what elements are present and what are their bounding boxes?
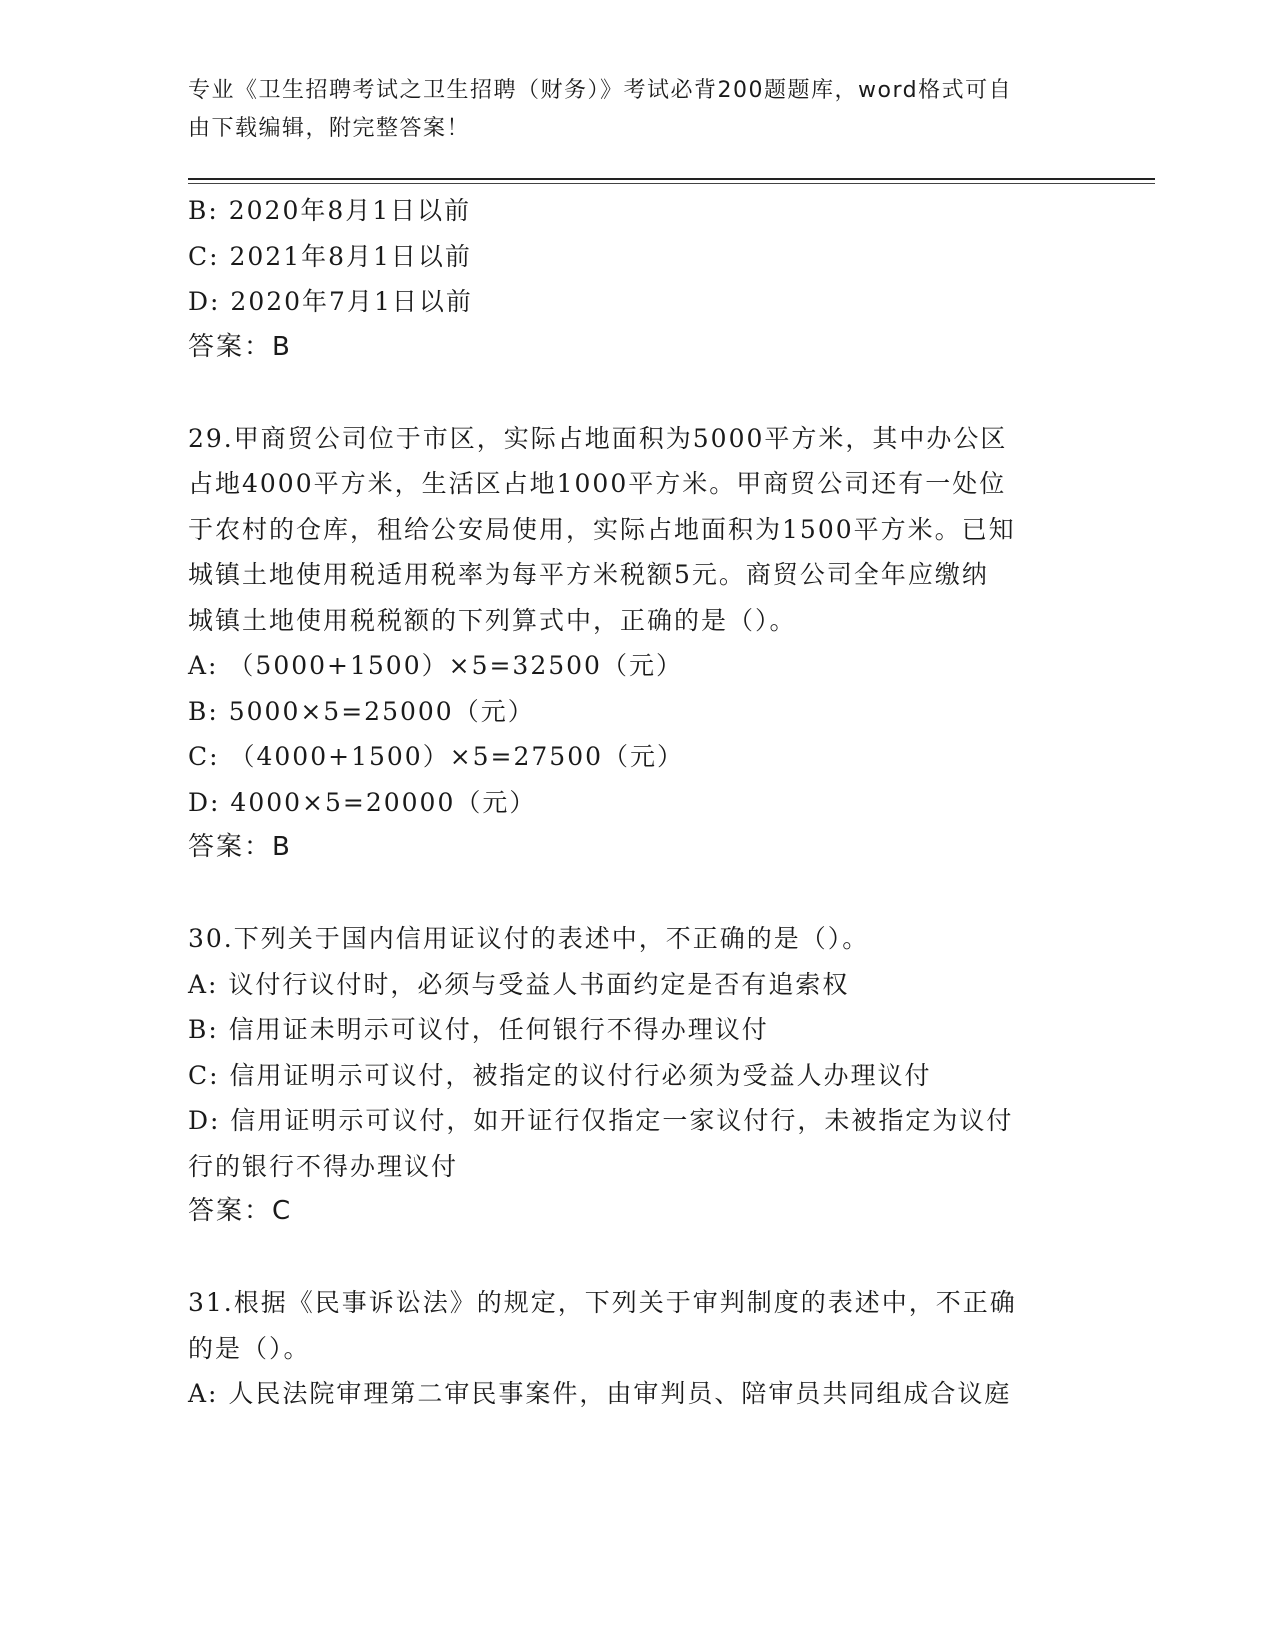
spacer (188, 871, 1068, 917)
question-29 (188, 416, 1068, 871)
option-c: C: 2021年8月1日以前 (188, 241, 472, 271)
option-d: D: 2020年7月1日以前 (188, 287, 473, 316)
question-31 (188, 1280, 1068, 1417)
option-c: C: （4000+1500）×5=27500（元） (188, 742, 685, 771)
question-28 (188, 188, 1068, 370)
option-d-line: D: 信用证明示可议付，如开证行仅指定一家议付行，未被指定为议付 (188, 1106, 1014, 1135)
option-b: B: 信用证未明示可议付，任何银行不得办理议付 (188, 1015, 769, 1044)
option-d-line: 行的银行不得办理议付 (188, 1151, 459, 1181)
option-a: A: 人民法院审理第二审民事案件，由审判员、陪审员共同组成合议庭 (188, 1379, 1012, 1408)
question-stem-line: 占地4000平方米，生活区占地1000平方米。甲商贸公司还有一处位 (188, 469, 1007, 498)
header-line: 由下载编辑，附完整答案！ (188, 116, 471, 141)
option-b: B: 5000×5=25000（元） (188, 696, 535, 726)
option-b: B: 2020年8月1日以前 (188, 196, 472, 225)
spacer (188, 1235, 1068, 1281)
document-body (188, 188, 1068, 1417)
answer: 答案：B (188, 331, 292, 362)
option-d: D: 4000×5=20000（元） (188, 787, 537, 817)
question-stem-line: 29.甲商贸公司位于市区，实际占地面积为5000平方米，其中办公区 (188, 423, 1008, 453)
document-header (188, 72, 1068, 148)
question-stem-line: 城镇土地使用税税额的下列算式中，正确的是（）。 (188, 605, 797, 635)
question-stem-line: 的是（）。 (188, 1333, 311, 1363)
header-line: 专业《卫生招聘考试之卫生招聘（财务）》考试必背200题题库，word格式可自 (188, 78, 1013, 103)
answer: 答案：C (188, 1196, 293, 1226)
answer: 答案：B (188, 832, 292, 862)
option-a: A: 议付行议付时，必须与受益人书面约定是否有追索权 (188, 969, 850, 999)
question-stem-line: 于农村的仓库，租给公安局使用，实际占地面积为1500平方米。已知 (188, 514, 1016, 544)
header-divider (188, 178, 1155, 180)
header-divider-thin (188, 183, 1155, 184)
spacer (188, 370, 1068, 416)
question-stem-line: 31.根据《民事诉讼法》的规定，下列关于审判制度的表述中，不正确 (188, 1288, 1017, 1317)
question-30 (188, 916, 1068, 1235)
question-stem: 30.下列关于国内信用证议付的表述中，不正确的是（）。 (188, 924, 870, 953)
question-stem-line: 城镇土地使用税适用税率为每平方米税额5元。商贸公司全年应缴纳 (188, 560, 989, 589)
option-c: C: 信用证明示可议付，被指定的议付行必须为受益人办理议付 (188, 1060, 932, 1090)
option-a: A: （5000+1500）×5=32500（元） (188, 651, 683, 680)
